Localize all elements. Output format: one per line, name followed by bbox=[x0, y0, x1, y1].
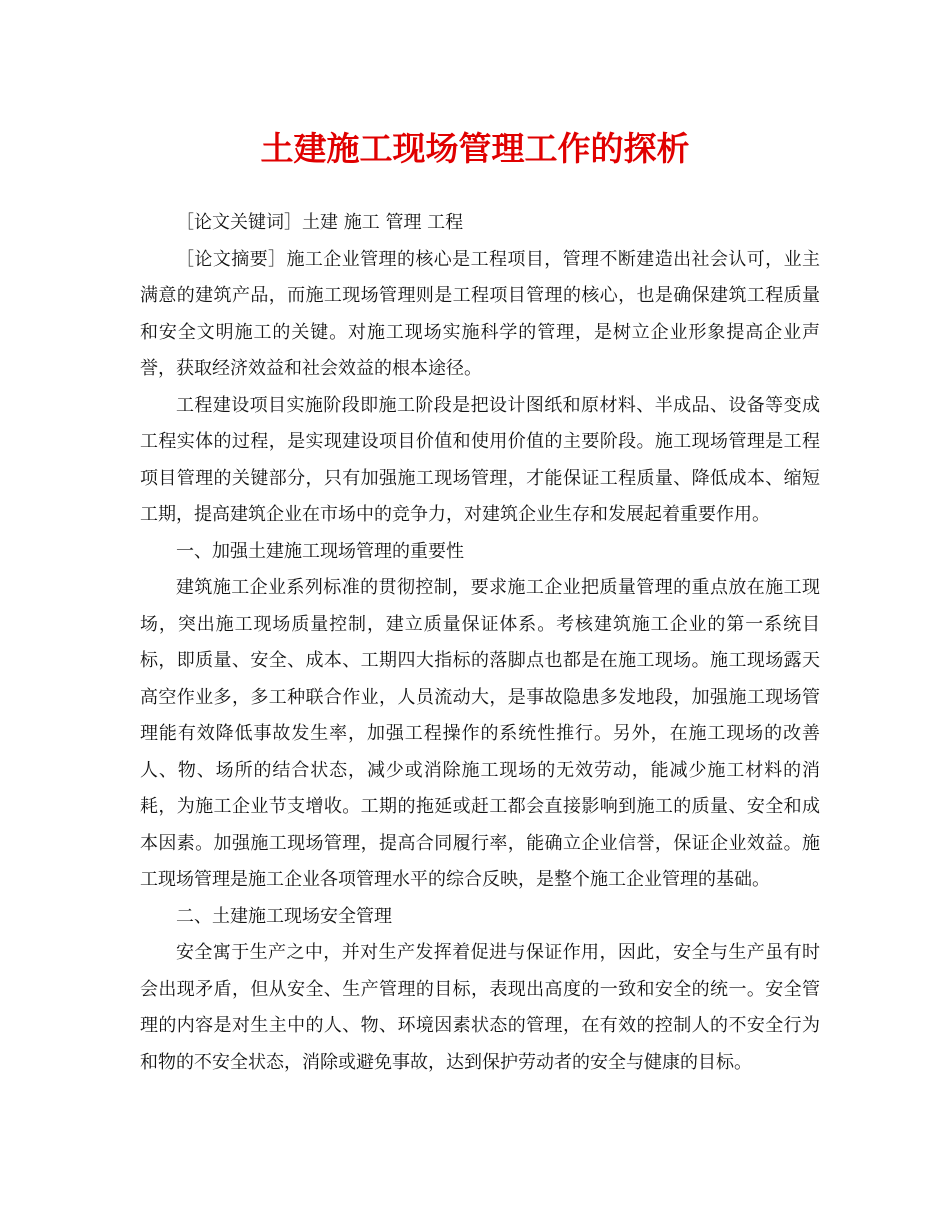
section-2-paragraph: 安全寓于生产之中，并对生产发挥着促进与保证作用，因此，安全与生产虽有时会出现矛盾，但从安全、生产管理的目标，表现出高度的一致和安全的统一。安全管理的内容是对生主中的人、物、环境因素状态的管理，在有效的控制人的不安全行为和物的不安全状态，消除或避免事故，达到保护劳动者的安全与健康的目标。 bbox=[140, 942, 820, 1073]
document-body bbox=[140, 205, 820, 1081]
document-title: 土建施工现场管理工作的探析 bbox=[260, 129, 690, 168]
section-heading-1: 一、加强土建施工现场管理的重要性 bbox=[176, 540, 464, 562]
section-1-paragraph: 建筑施工企业系列标准的贯彻控制，要求施工企业把质量管理的重点放在施工现场，突出施工现场质量控制，建立质量保证体系。考核建筑施工企业的第一系统目标，即质量、安全、成本、工期四大指标的落脚点也都是在施工现场。施工现场露天高空作业多，多工种联合作业，人员流动大，是事故隐患多发地段，加强施工现场管理能有效降低事故发生率，加强工程操作的系统性推行。另外，在施工现场的改善人、物、场所的结合状态，减少或消除施工现场的无效劳动，能减少施工材料的消耗，为施工企业节支增收。工期的拖延或赶工都会直接影响到施工的质量、安全和成本因素。加强施工现场管理，提高合同履行率，能确立企业信誉，保证企业效益。施工现场管理是施工企业各项管理水平的综合反映，是整个施工企业管理的基础。 bbox=[140, 577, 820, 890]
abstract-paragraph: ［论文摘要］施工企业管理的核心是工程项目，管理不断建造出社会认可，业主满意的建筑产品，而施工现场管理则是工程项目管理的核心，也是确保建筑工程质量和安全文明施工的关键。对施工现场实施科学的管理，是树立企业形象提高企业声誉，获取经济效益和社会效益的根本途径。 bbox=[140, 248, 820, 379]
intro-paragraph: 工程建设项目实施阶段即施工阶段是把设计图纸和原材料、半成品、设备等变成工程实体的过程，是实现建设项目价值和使用价值的主要阶段。施工现场管理是工程项目管理的关键部分，只有加强施工现场管理，才能保证工程质量、降低成本、缩短工期，提高建筑企业在市场中的竞争力，对建筑企业生存和发展起着重要作用。 bbox=[140, 394, 820, 525]
keywords-paragraph: ［论文关键词］土建 施工 管理 工程 bbox=[176, 212, 464, 233]
section-heading-2: 二、土建施工现场安全管理 bbox=[176, 905, 392, 927]
